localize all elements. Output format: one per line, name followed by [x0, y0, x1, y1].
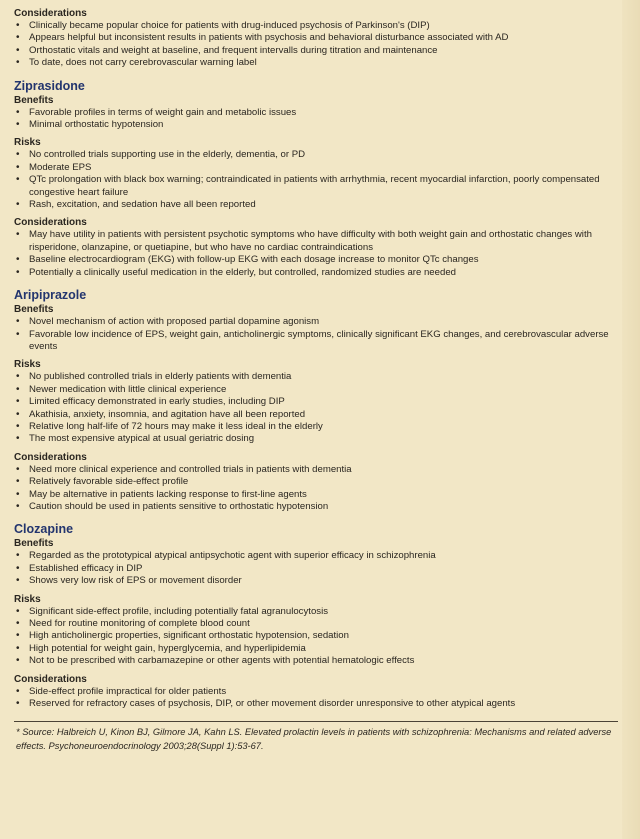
source-footnote: * Source: Halbreich U, Kinon BJ, Gilmore JA, Kahn LS. Elevated prolactin levels in patients with schizophrenia: Mechanisms and related adverse effects. Psychoneuroendocrinology 2003;28(Suppl 1):53-67.: [16, 727, 612, 751]
list-item: • Shows very low risk of EPS or movement disorder: [14, 575, 618, 587]
drug-block-clozapine: [14, 522, 618, 710]
section-heading: Considerations: [14, 8, 87, 19]
section-heading: Benefits: [14, 538, 54, 550]
list-item: • Need for routine monitoring of complete blood count: [14, 618, 618, 630]
footnote-divider: [14, 721, 618, 722]
drug-title: Aripiprazole: [14, 288, 87, 303]
section-heading: Considerations: [14, 217, 87, 229]
list-item: • Orthostatic vitals and weight at baseline, and frequent intervalls during titration and maintenance: [14, 45, 618, 57]
list-item: • Rash, excitation, and sedation have all been reported: [14, 199, 618, 211]
bullet-list: [14, 20, 618, 70]
list-item: • Clinically became popular choice for patients with drug-induced psychosis of Parkinson's (DIP): [14, 20, 618, 32]
bullet-list: [14, 464, 618, 514]
bullet-list: [14, 371, 618, 445]
list-item: • May be alternative in patients lacking response to first-line agents: [14, 489, 618, 501]
section-heading: Risks: [14, 137, 41, 149]
section-heading: Benefits: [14, 94, 54, 106]
list-item: • Relative long half-life of 72 hours may make it less ideal in the elderly: [14, 421, 618, 433]
bullet-list: [14, 686, 618, 711]
list-item: • Akathisia, anxiety, insomnia, and agitation have all been reported: [14, 409, 618, 421]
section-heading: Risks: [14, 593, 41, 605]
list-item: • Favorable profiles in terms of weight gain and metabolic issues: [14, 107, 618, 119]
section-heading: Benefits: [14, 304, 54, 316]
list-item: • QTc prolongation with black box warning; contraindicated in patients with arrhythmia, recent myocardial infarction, poorly compensated congestive heart failure: [14, 174, 618, 199]
list-item: • Need more clinical experience and controlled trials in patients with dementia: [14, 464, 618, 476]
intro-considerations-section: [14, 8, 618, 70]
list-item: • No controlled trials supporting use in the elderly, dementia, or PD: [14, 149, 618, 161]
list-item: • Caution should be used in patients sensitive to orthostatic hypotension: [14, 501, 618, 513]
list-item: • High potential for weight gain, hyperglycemia, and hyperlipidemia: [14, 643, 618, 655]
bullet-list: [14, 149, 618, 211]
list-item: • Side-effect profile impractical for older patients: [14, 686, 618, 698]
list-item: • Reserved for refractory cases of psychosis, DIP, or other movement disorder unresponsive to other atypical agents: [14, 698, 618, 710]
list-item: • Potentially a clinically useful medication in the elderly, but controlled, randomized studies are needed: [14, 267, 618, 279]
list-item: • Baseline electrocardiogram (EKG) with follow-up EKG with each dosage increase to monitor QTc changes: [14, 254, 618, 266]
list-item: • Favorable low incidence of EPS, weight gain, anticholinergic symptoms, clinically significant EKG changes, and cerebrovascular adverse events: [14, 329, 618, 354]
list-item: • Moderate EPS: [14, 162, 618, 174]
bullet-list: [14, 316, 618, 353]
bullet-list: [14, 550, 618, 587]
bullet-list: [14, 229, 618, 279]
drug-title: Ziprasidone: [14, 78, 85, 93]
bullet-list: [14, 107, 618, 132]
list-item: • Newer medication with little clinical experience: [14, 384, 618, 396]
bullet-list: [14, 606, 618, 668]
list-item: • The most expensive atypical at usual geriatric dosing: [14, 433, 618, 445]
list-item: • Limited efficacy demonstrated in early studies, including DIP: [14, 396, 618, 408]
drug-title: Clozapine: [14, 522, 74, 537]
list-item: • Significant side-effect profile, including potentially fatal agranulocytosis: [14, 606, 618, 618]
section-heading: Considerations: [14, 451, 87, 463]
list-item: • No published controlled trials in elderly patients with dementia: [14, 371, 618, 383]
list-item: • Novel mechanism of action with proposed partial dopamine agonism: [14, 316, 618, 328]
list-item: • Appears helpful but inconsistent results in patients with psychosis and behavioral disturbance associated with AD: [14, 32, 618, 44]
list-item: • High anticholinergic properties, significant orthostatic hypotension, sedation: [14, 630, 618, 642]
section-heading: Risks: [14, 359, 41, 371]
list-item: • Relatively favorable side-effect profile: [14, 476, 618, 488]
drug-table-content: [14, 8, 618, 753]
drug-block-aripiprazole: [14, 288, 618, 513]
list-item: • May have utility in patients with persistent psychotic symptoms who have difficulty with both weight gain and orthostatic changes with risperidone, olanzapine, or quetiapine, but who have no cardiac contraindications: [14, 229, 618, 254]
list-item: • Established efficacy in DIP: [14, 563, 618, 575]
page-edge-shading: [622, 0, 640, 839]
list-item: • Regarded as the prototypical atypical antipsychotic agent with superior efficacy in schizophrenia: [14, 550, 618, 562]
list-item: • Minimal orthostatic hypotension: [14, 119, 618, 131]
drug-block-ziprasidone: [14, 79, 618, 279]
list-item: • To date, does not carry cerebrovascular warning label: [14, 57, 618, 69]
section-heading: Considerations: [14, 673, 87, 685]
list-item: • Not to be prescribed with carbamazepine or other agents with potential hematologic effects: [14, 655, 618, 667]
